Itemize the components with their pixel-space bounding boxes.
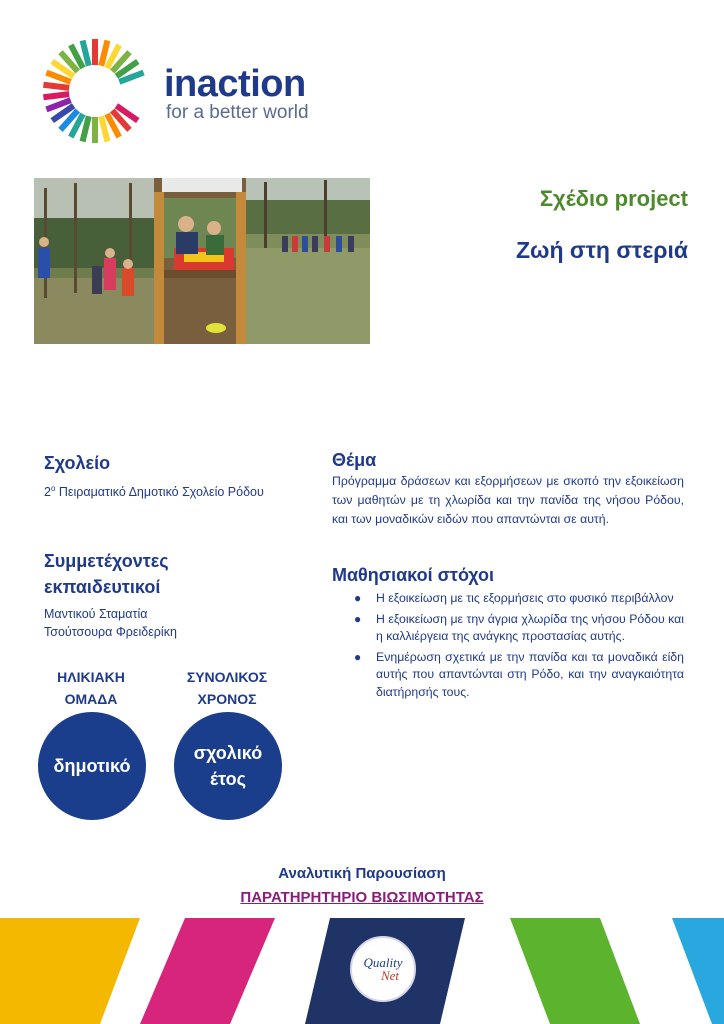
teachers-list — [44, 605, 177, 641]
school-name: $2^o$ Πειραματικό Δημοτικό Σχολείο Ρόδου — [44, 484, 264, 500]
school-heading: Σχολείο — [44, 453, 111, 473]
teacher-name: Μαντικού Σταματία — [44, 607, 148, 621]
goal-item: ● Η εξοικείωση με την άγρια χλωρίδα της νήσου Ρόδου και η καλλιέργεια της ανάγκης προστασίας αυτής. — [354, 611, 684, 643]
sun-rays-icon — [38, 36, 152, 146]
age-group-label: ΗΛΙΚΙΑΚΗ ΟΜΑΔΑ — [57, 669, 125, 707]
teacher-name: Τσούτσουρα Φρειδερίκη — [44, 625, 177, 639]
goal-item: ● Η εξοικείωση με τις εξορμήσεις στο φυσικό περιβάλλον — [352, 590, 684, 608]
project-photo-collage — [34, 178, 370, 344]
project-title: Ζωή στη στεριά — [515, 237, 688, 263]
quality-net-badge — [350, 936, 416, 1002]
stripe-blue — [672, 918, 724, 1024]
sun-ray — [43, 94, 69, 97]
photo-illustration — [34, 178, 370, 344]
sun-ray — [101, 116, 107, 141]
sun-ray — [43, 85, 69, 88]
topic-text: Πρόγραμμα δράσεων και εξορμήσεων με σκοπό την εξοικείωση των μαθητών με τη χλωρίδα και την πανίδα της νήσου Ρόδου, και των μοναδικών ειδών που απαντώνται σε αυτή. — [332, 474, 684, 526]
teachers-heading: Συμμετέχοντες εκπαιδευτικοί — [44, 551, 169, 597]
stripe-orange — [0, 918, 140, 1024]
sun-ray — [83, 116, 89, 141]
detailed-presentation-title: Αναλυτική Παρουσίαση — [278, 865, 446, 882]
stripe-green — [510, 918, 640, 1024]
bullet-icon: ● — [354, 591, 362, 605]
project-type-label: Σχέδιο project — [539, 186, 688, 211]
age-group-badge: δημοτικό — [38, 712, 146, 820]
goals-list — [352, 590, 684, 704]
sun-ray — [101, 41, 107, 66]
logo-tagline: for a better world — [166, 102, 309, 123]
goal-item: ● Ενημέρωση σχετικά με την πανίδα και τα μοναδικά είδη αυτής που απαντώνται στη Ρόδο, και την αναγκαιότητα διατήρησής τους. — [354, 649, 684, 699]
goals-heading: Μαθησιακοί στόχοι — [332, 565, 494, 585]
sustainability-observatory-link[interactable]: ΠΑΡΑΤΗΡΗΤΗΡΙΟ ΒΙΩΣΙΜΟΤΗΤΑΣ — [240, 889, 484, 906]
bullet-icon: ● — [354, 649, 362, 664]
logo-wordmark: inaction — [164, 63, 306, 105]
total-time-badge: σχολικό έτος — [174, 712, 282, 820]
in-action-logo — [38, 36, 338, 146]
quality-net-logo: Quality Net — [363, 955, 403, 983]
topic-heading: Θέμα — [332, 450, 377, 470]
sun-ray — [83, 41, 89, 66]
stripe-pink — [140, 918, 275, 1024]
total-time-label: ΣΥΝΟΛΙΚΟΣ ΧΡΟΝΟΣ — [186, 669, 268, 707]
bullet-icon: ● — [354, 611, 362, 626]
